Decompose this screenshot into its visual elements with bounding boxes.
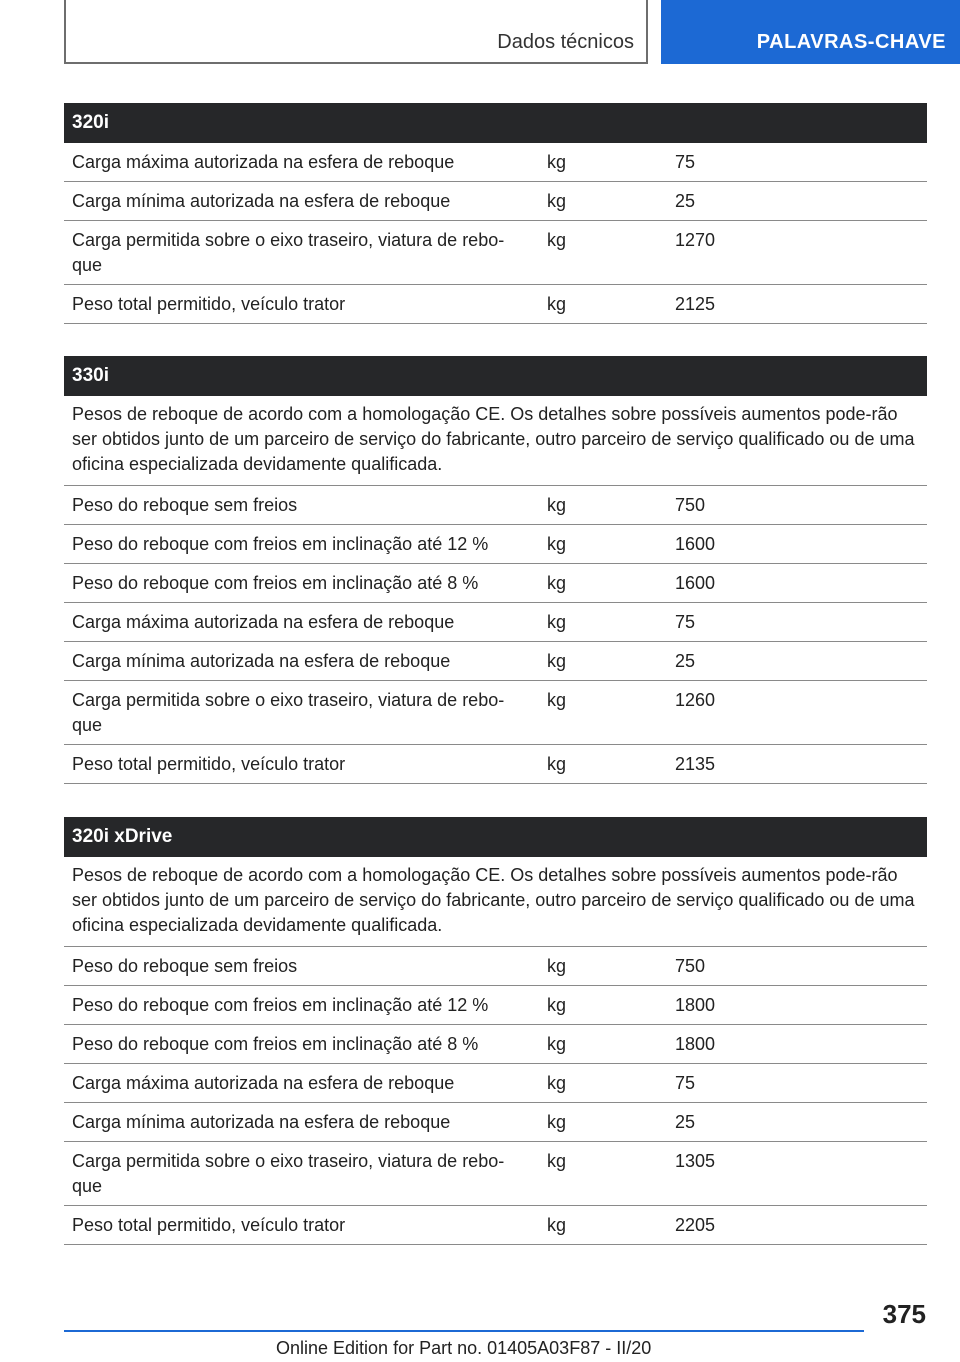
row-label: Peso do reboque com freios em inclinação até 8 % xyxy=(72,573,479,593)
row-label: Carga máxima autorizada na esfera de reboque xyxy=(72,612,455,632)
row-value: 1260 xyxy=(675,690,716,710)
table-row xyxy=(64,221,927,285)
table-row xyxy=(64,1025,927,1064)
row-value: 2205 xyxy=(675,1215,716,1235)
table-title: 320i xyxy=(64,103,927,143)
footer-divider xyxy=(64,1330,864,1332)
row-value: 75 xyxy=(675,612,696,632)
row-label: Peso total permitido, veículo trator xyxy=(72,1215,346,1235)
row-value: 2135 xyxy=(675,754,716,774)
table-320i xyxy=(64,103,927,324)
row-label: Carga mínima autorizada na esfera de reboque xyxy=(72,1112,451,1132)
row-value: 1600 xyxy=(675,534,716,554)
row-unit: kg xyxy=(547,534,567,554)
table-row xyxy=(64,603,927,642)
table-row xyxy=(64,642,927,681)
row-value: 1800 xyxy=(675,995,716,1015)
row-label: Peso do reboque sem freios xyxy=(72,495,298,515)
row-label: Carga permitida sobre o eixo traseiro, viatura de rebo-que xyxy=(72,1151,505,1196)
table-row xyxy=(64,486,927,525)
table-row xyxy=(64,525,927,564)
row-unit: kg xyxy=(547,754,567,774)
table-row xyxy=(64,182,927,221)
row-value: 1800 xyxy=(675,1034,716,1054)
table-330i xyxy=(64,356,927,784)
table-note: Pesos de reboque de acordo com a homologação CE. Os detalhes sobre possíveis aumentos pode-rão ser obtidos junto de um parceiro de serviço do fabricante, outro parceiro de serviço qualificado ou de uma oficina especializada devidamente qualificada. xyxy=(64,396,927,486)
table-320i-xdrive xyxy=(64,817,927,1245)
row-unit: kg xyxy=(547,294,567,314)
row-unit: kg xyxy=(547,191,567,211)
row-label: Carga permitida sobre o eixo traseiro, viatura de rebo-que xyxy=(72,230,505,275)
row-label: Carga mínima autorizada na esfera de reboque xyxy=(72,651,451,671)
row-label: Peso total permitido, veículo trator xyxy=(72,294,346,314)
section-title: Dados técnicos xyxy=(497,31,634,53)
row-value: 75 xyxy=(675,152,696,172)
row-unit: kg xyxy=(547,1034,567,1054)
row-unit: kg xyxy=(547,495,567,515)
row-label: Peso total permitido, veículo trator xyxy=(72,754,346,774)
page-number: 375 xyxy=(882,1299,926,1329)
table-row xyxy=(64,1206,927,1245)
row-value: 750 xyxy=(675,956,706,976)
row-unit: kg xyxy=(547,1151,567,1171)
row-label: Peso do reboque sem freios xyxy=(72,956,298,976)
row-label: Peso do reboque com freios em inclinação até 12 % xyxy=(72,534,489,554)
keywords-tab[interactable] xyxy=(661,0,960,64)
table-title: 320i xDrive xyxy=(64,817,927,857)
page-header xyxy=(0,0,960,66)
row-unit: kg xyxy=(547,995,567,1015)
table-row xyxy=(64,947,927,986)
row-unit: kg xyxy=(547,230,567,250)
table-title: 330i xyxy=(64,356,927,396)
table-row xyxy=(64,1142,927,1206)
row-unit: kg xyxy=(547,1215,567,1235)
row-value: 25 xyxy=(675,1112,696,1132)
table-row xyxy=(64,745,927,784)
row-label: Carga máxima autorizada na esfera de reboque xyxy=(72,152,455,172)
row-label: Carga máxima autorizada na esfera de reboque xyxy=(72,1073,455,1093)
table-row xyxy=(64,986,927,1025)
table-row xyxy=(64,681,927,745)
row-unit: kg xyxy=(547,690,567,710)
row-value: 1305 xyxy=(675,1151,716,1171)
table-note: Pesos de reboque de acordo com a homologação CE. Os detalhes sobre possíveis aumentos pode-rão ser obtidos junto de um parceiro de serviço do fabricante, outro parceiro de serviço qualificado ou de uma oficina especializada devidamente qualificada. xyxy=(64,857,927,947)
row-label: Peso do reboque com freios em inclinação até 12 % xyxy=(72,995,489,1015)
table-row xyxy=(64,143,927,182)
row-value: 75 xyxy=(675,1073,696,1093)
row-value: 1270 xyxy=(675,230,716,250)
table-row xyxy=(64,564,927,603)
edition-text: Online Edition for Part no. 01405A03F87 - II/20 xyxy=(276,1338,652,1358)
row-value: 25 xyxy=(675,651,696,671)
row-unit: kg xyxy=(547,956,567,976)
table-row xyxy=(64,285,927,324)
row-value: 1600 xyxy=(675,573,716,593)
row-unit: kg xyxy=(547,651,567,671)
table-row xyxy=(64,1064,927,1103)
row-unit: kg xyxy=(547,152,567,172)
row-unit: kg xyxy=(547,1112,567,1132)
table-row xyxy=(64,1103,927,1142)
section-title-box xyxy=(64,0,648,64)
row-label: Peso do reboque com freios em inclinação até 8 % xyxy=(72,1034,479,1054)
row-unit: kg xyxy=(547,612,567,632)
row-label: Carga permitida sobre o eixo traseiro, viatura de rebo-que xyxy=(72,690,505,735)
row-label: Carga mínima autorizada na esfera de reboque xyxy=(72,191,451,211)
row-value: 750 xyxy=(675,495,706,515)
keywords-tab-label: PALAVRAS-CHAVE xyxy=(756,31,946,53)
row-unit: kg xyxy=(547,1073,567,1093)
row-value: 2125 xyxy=(675,294,716,314)
row-unit: kg xyxy=(547,573,567,593)
row-value: 25 xyxy=(675,191,696,211)
